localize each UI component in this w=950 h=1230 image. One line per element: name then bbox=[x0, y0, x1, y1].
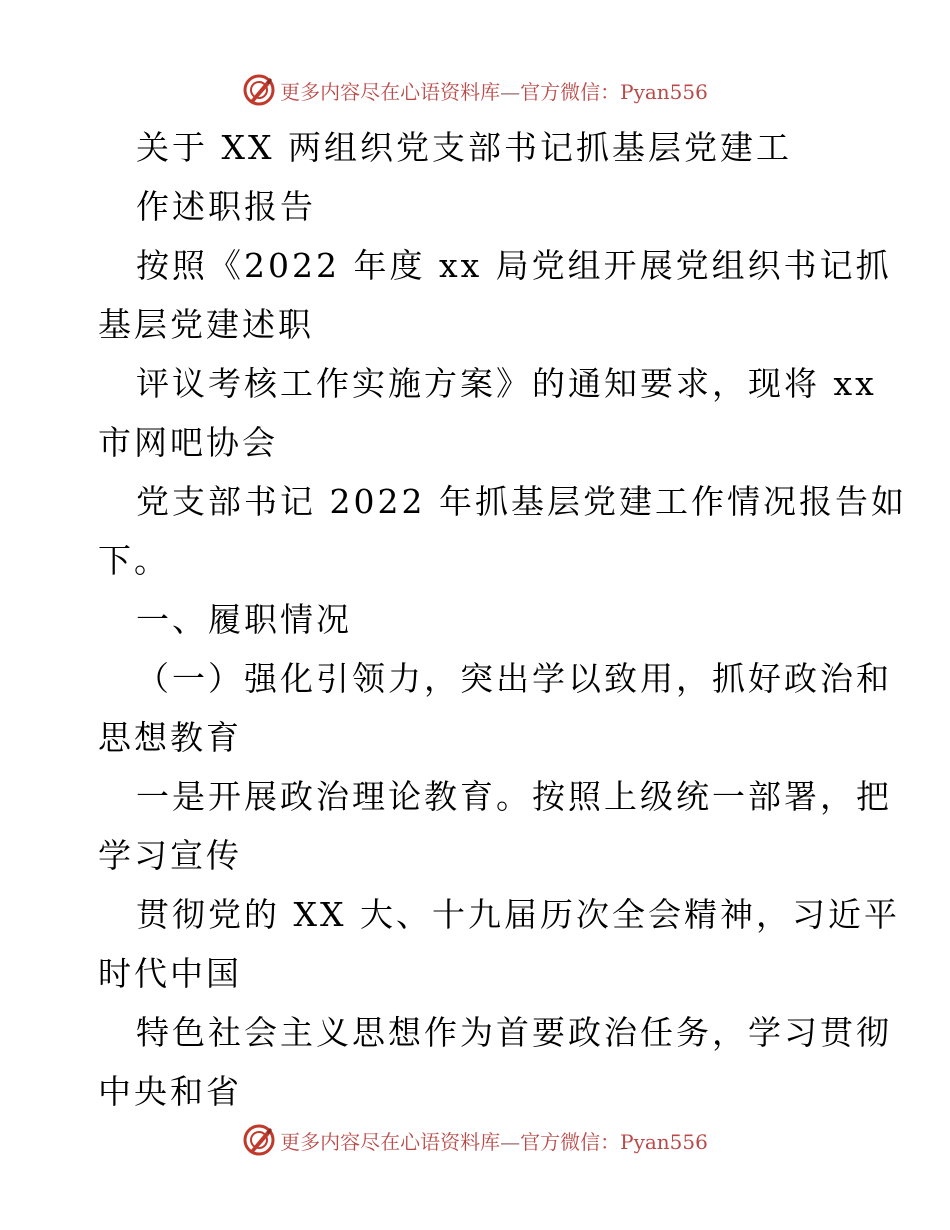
paragraph-line: 特色社会主义思想作为首要政治任务，学习贯彻 bbox=[136, 1013, 892, 1052]
paragraph-line: 学习宣传 bbox=[98, 836, 242, 875]
subsection-heading: （一）强化引领力，突出学以致用，抓好政治和 bbox=[136, 659, 892, 698]
paragraph-line: 评议考核工作实施方案》的通知要求，现将 xx bbox=[136, 364, 877, 403]
paragraph-line: 时代中国 bbox=[98, 954, 242, 993]
paragraph-line: 一是开展政治理论教育。按照上级统一部署，把 bbox=[136, 777, 892, 816]
document-body bbox=[98, 118, 907, 1121]
pen-logo-icon bbox=[242, 73, 276, 107]
title-line-2: 作述职报告 bbox=[136, 187, 316, 226]
watermark-banner-bottom bbox=[0, 1120, 950, 1160]
paragraph-line: 基层党建述职 bbox=[98, 305, 314, 344]
paragraph-line: 党支部书记 2022 年抓基层党建工作情况报告如 bbox=[136, 482, 907, 521]
paragraph-line: 按照《2022 年度 xx 局党组开展党组织书记抓 bbox=[136, 246, 892, 285]
paragraph-line: 思想教育 bbox=[98, 718, 242, 757]
watermark-text: 更多内容尽在心语资料库—官方微信：Pyan556 bbox=[280, 1129, 708, 1154]
watermark-banner-top bbox=[0, 70, 950, 110]
watermark-text: 更多内容尽在心语资料库—官方微信：Pyan556 bbox=[280, 79, 708, 104]
paragraph-line: 中央和省 bbox=[98, 1072, 242, 1111]
paragraph-line: 市网吧协会 bbox=[98, 423, 278, 462]
paragraph-line: 贯彻党的 XX 大、十九届历次全会精神，习近平 bbox=[136, 895, 900, 934]
section-heading: 一、履职情况 bbox=[136, 600, 352, 639]
paragraph-line: 下。 bbox=[98, 541, 170, 580]
title-line-1: 关于 XX 两组织党支部书记抓基层党建工 bbox=[136, 128, 792, 167]
pen-logo-icon bbox=[242, 1123, 276, 1157]
